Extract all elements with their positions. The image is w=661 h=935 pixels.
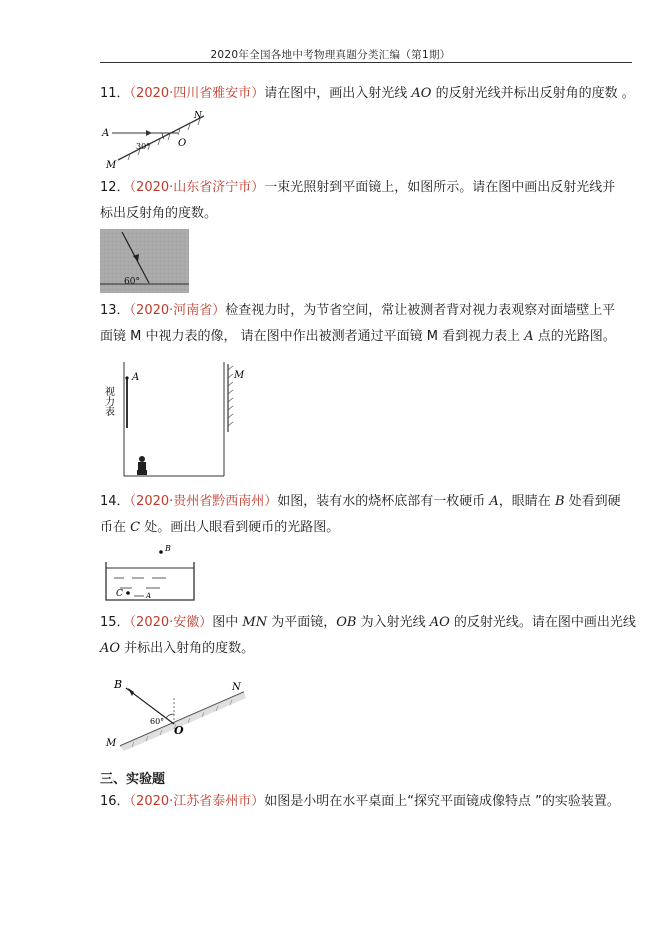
mirror-hatching <box>228 366 233 426</box>
label-c: C <box>116 589 123 599</box>
mirror-shading <box>120 692 246 751</box>
label-a: A <box>132 372 140 383</box>
question-text: 面镜 M 中视力表的像， 请在图中作出被测者通过平面镜 M 看到视力表上 <box>100 329 525 344</box>
variable: AO <box>411 86 432 101</box>
person-figure <box>137 456 147 475</box>
angle-label: 60° <box>150 717 165 726</box>
question-source: （2020·河南省） <box>129 303 226 318</box>
page-header: 2020年全国各地中考物理真题分类汇编（第1期） <box>210 49 451 61</box>
question-text: 处。画出人眼看到硬币的光路图。 <box>140 520 340 535</box>
figure-15-mirror <box>100 672 250 752</box>
eye-chart-label: 视力表 <box>102 386 114 416</box>
figure-14-beaker <box>100 540 200 604</box>
question-number: 16． <box>100 794 130 809</box>
label-n: N <box>232 682 241 693</box>
point-b <box>159 550 163 554</box>
question-source: （2020·四川省雅安市） <box>129 86 265 101</box>
question-source: （2020·江苏省泰州市） <box>129 794 265 809</box>
figure-13-room <box>100 360 250 480</box>
question-number: 14． <box>100 494 130 509</box>
question-number: 13． <box>100 303 130 318</box>
question-text: 一束光照射到平面镜上，如图所示。请在图中画出反射光线并 <box>264 180 616 195</box>
variable: A <box>524 329 534 344</box>
label-a: A <box>146 592 152 600</box>
question-number: 12． <box>100 180 130 195</box>
angle-label: 60° <box>124 277 140 287</box>
point-a <box>125 376 128 379</box>
variable: C <box>130 520 141 535</box>
question-text: 处看到硬 <box>564 494 621 509</box>
question-text: 的反射光线。请在图中画出光线 <box>449 615 636 630</box>
question-source: （2020·贵州省黔西南州） <box>129 494 278 509</box>
question-text: 图中 <box>212 615 243 630</box>
arrow-head <box>146 130 152 136</box>
label-o: O <box>174 724 184 737</box>
angle-arc <box>166 714 174 718</box>
variable: AO <box>429 615 450 630</box>
question-16 <box>100 789 640 815</box>
question-source: （2020·山东省济宁市） <box>129 180 265 195</box>
label-m: M <box>106 738 117 749</box>
question-text: 币在 <box>100 520 131 535</box>
question-text: ，眼睛在 <box>498 494 555 509</box>
question-15 <box>100 610 640 662</box>
question-13 <box>100 298 640 350</box>
question-text: 检查视力时，为节省空间，常让被测者背对视力表观察对面墙壁上平 <box>225 303 616 318</box>
question-text: 为平面镜， <box>267 615 337 630</box>
variable: MN <box>242 615 268 630</box>
question-text: 为入射光线 <box>356 615 430 630</box>
question-text: 如图，装有水的烧杯底部有一枚硬币 <box>277 494 490 509</box>
label-m: M <box>234 370 245 381</box>
variable: AO <box>100 641 121 656</box>
label-a: A <box>102 128 110 139</box>
variable: B <box>554 494 565 509</box>
label-n: N <box>194 111 202 121</box>
question-number: 11． <box>100 86 130 101</box>
mirror-line <box>118 116 204 160</box>
question-number: 15． <box>100 615 130 630</box>
question-text-line2: 标出反射角的度数。 <box>100 206 218 221</box>
section-title: 三、实验题 <box>100 772 166 787</box>
eye-chart-board <box>126 378 128 428</box>
label-m: M <box>106 160 117 170</box>
question-text: 请在图中，画出入射光线 <box>264 86 412 101</box>
label-b: B <box>114 678 123 691</box>
variable: OB <box>336 615 357 630</box>
figure-11-mirror <box>100 108 220 170</box>
question-source: （2020·安徽） <box>129 615 213 630</box>
point-c <box>126 591 130 595</box>
arrow-head <box>128 688 134 696</box>
mirror-hatching <box>128 119 200 160</box>
question-text: 点的光路图。 <box>533 329 616 344</box>
question-14 <box>100 489 640 541</box>
label-o: O <box>178 138 187 149</box>
question-12 <box>100 175 640 227</box>
angle-label: 30° <box>136 142 151 151</box>
question-text: 并标出入射角的度数。 <box>120 641 255 656</box>
variable: A <box>489 494 499 509</box>
water-lines <box>114 578 166 588</box>
question-text: 的反射光线并标出反射角的度数 。 <box>431 86 635 101</box>
question-11 <box>100 81 640 107</box>
question-text: 如图是小明在水平桌面上“探究平面镜成像特点 ”的实验装置。 <box>264 794 620 809</box>
label-b: B <box>165 544 171 553</box>
header-rule <box>100 62 632 63</box>
figure-12-mirror <box>100 229 189 293</box>
